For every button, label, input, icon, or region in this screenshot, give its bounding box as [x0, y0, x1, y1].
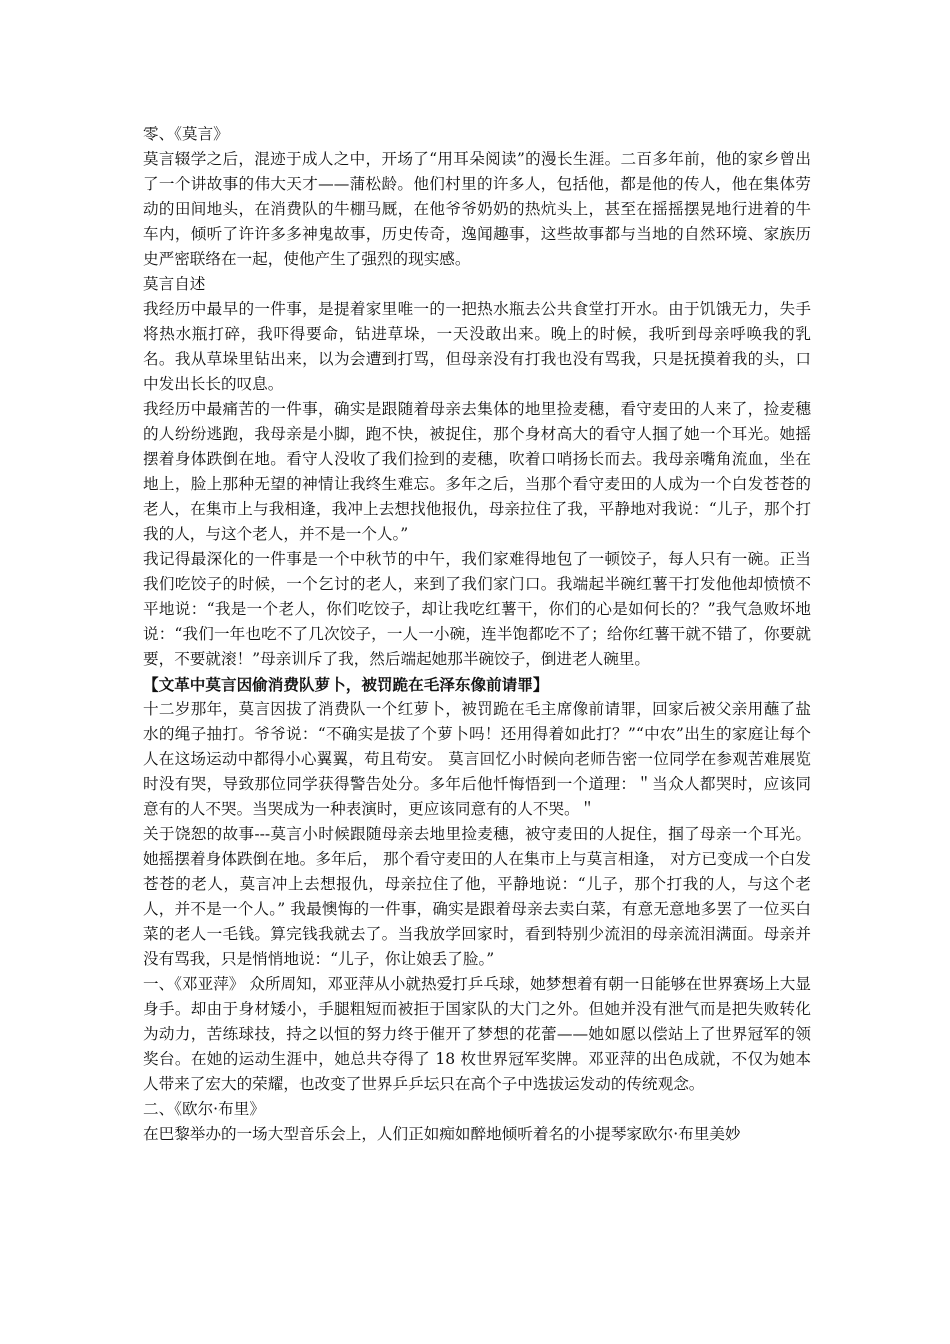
document-body — [143, 122, 811, 1147]
paragraph-thermos: 我经历中最早的一件事，是提着家里唯一的一把热水瓶去公共食堂打开水。由于饥饿无力，失手将热水瓶打碎，我吓得要命，钻进草垛，一天没敢出来。晚上的时候，我听到母亲呼唤我的乳名。我从草垛里钻出来，以为会遭到打骂，但母亲没有打我也没有骂我，只是抚摸着我的头，口中发出长长的叹息。 — [143, 300, 811, 393]
paragraph-ole-bull: 在巴黎举办的一场大型音乐会上，人们正如痴如醉地倾听着名的小提琴家欧尔·布里美妙 — [143, 1125, 741, 1143]
section-heading-moyan: 零、《莫言》 — [143, 125, 229, 143]
section-heading-ole-bull: 二、《欧尔·布里》 — [143, 1100, 265, 1118]
paragraph-dumplings: 我记得最深化的一件事是一个中秋节的中午，我们家难得地包了一顿饺子，每人只有一碗。正当我们吃饺子的时候，一个乞讨的老人，来到了我们家门口。我端起半碗红薯干打发他他却愤愤不平地说：“我是一个老人，你们吃饺子，却让我吃红薯干，你们的心是如何长的？”我气急败坏地说：“我们一年也吃不了几次饺子，一人一小碗，连半饱都吃不了；给你红薯干就不错了，你要就要，不要就滚！”母亲训斥了我，然后端起她那半碗饺子，倒进老人碗里。 — [143, 550, 811, 668]
paragraph-deng-yaping: 一、《邓亚萍》 众所周知，邓亚萍从小就热爱打乒乓球，她梦想着有朝一日能够在世界赛场上大显身手。却由于身材矮小，手腿粗短而被拒于国家队的大门之外。但她并没有泄气而是把失败转化为动力，苦练球技，持之以恒的努力终于催开了梦想的花蕾——她如愿以偿站上了世界冠军的领奖台。在她的运动生涯中，她总共夺得了 18 枚世界冠军奖牌。邓亚萍的出色成就，不仅为她本人带来了宏大的荣耀，也改变了世界乒乒坛只在高个子中选拔运发动的传统观念。 — [143, 975, 811, 1093]
paragraph-moyan-intro: 莫言辍学之后，混迹于成人之中，开场了“用耳朵阅读”的漫长生涯。二百多年前，他的家乡曾出了一个讲故事的伟大天才——蒲松龄。他们村里的许多人，包括他，都是他的传人，他在集体劳动的田间地头，在消费队的牛棚马厩，在他爷爷奶奶的热炕头上，甚至在摇摇摆晃地行进着的牛车内，倾听了许许多多神鬼故事，历史传奇，逸闻趣事，这些故事都与当地的自然环境、家族历史严密联络在一起，使他产生了强烈的现实感。 — [143, 150, 811, 268]
paragraph-forgiveness: 关于饶恕的故事---莫言小时候跟随母亲去地里捡麦穗，被守麦田的人捉住，掴了母亲一个耳光。她摇摆着身体跌倒在地。多年后， 那个看守麦田的人在集市上与莫言相逢， 对方已变成一个白发苍苍的老人，莫言冲上去想报仇，母亲拉住了他，平静地说：“儿子，那个打我的人，与这个老人，并不是一个人。” 我最懊悔的一件事，确实是跟着母亲去卖白菜，有意无意地多罢了一位买白菜的老人一毛钱。算完钱我就去了。当我放学回家时，看到特别少流泪的母亲流泪满面。母亲并没有骂我，只是悄悄地说：“儿子，你让娘丢了脸。” — [143, 825, 811, 968]
paragraph-radish: 十二岁那年，莫言因拔了消费队一个红萝卜，被罚跪在毛主席像前请罪，回家后被父亲用蘸了盐水的绳子抽打。爷爷说：“不确实是拔了个萝卜吗！还用得着如此打？”“中农”出生的家庭让每个人在这场运动中都得小心翼翼，苟且苟安。 莫言回忆小时候向老师告密一位同学在参观苦难展览时没有哭，导致那位同学获得警告处分。多年后他忏悔悟到一个道理：＂当众人都哭时，应该同意有的人不哭。当哭成为一种表演时，更应该同意有的人不哭。＂ — [143, 700, 811, 818]
section-heading-radish: 【文革中莫言因偷消费队萝卜，被罚跪在毛泽东像前请罪】 — [143, 675, 549, 694]
paragraph-wheat-gleaning: 我经历中最痛苦的一件事，确实是跟随着母亲去集体的地里捡麦穗，看守麦田的人来了，捡麦穗的人纷纷逃跑，我母亲是小脚，跑不快，被捉住，那个身材高大的看守人掴了她一个耳光。她摇摆着身体跌倒在地。看守人没收了我们捡到的麦穗，吹着口哨扬长而去。我母亲嘴角流血，坐在地上，脸上那种无望的神情让我终生难忘。多年之后，当那个看守麦田的人成为一个白发苍苍的老人，在集市上与我相逢，我冲上去想找他报仇，母亲拉住了我，平静地对我说：“儿子，那个打我的人，与这个老人，并不是一个人。” — [143, 400, 811, 543]
section-heading-self-account: 莫言自述 — [143, 275, 206, 293]
